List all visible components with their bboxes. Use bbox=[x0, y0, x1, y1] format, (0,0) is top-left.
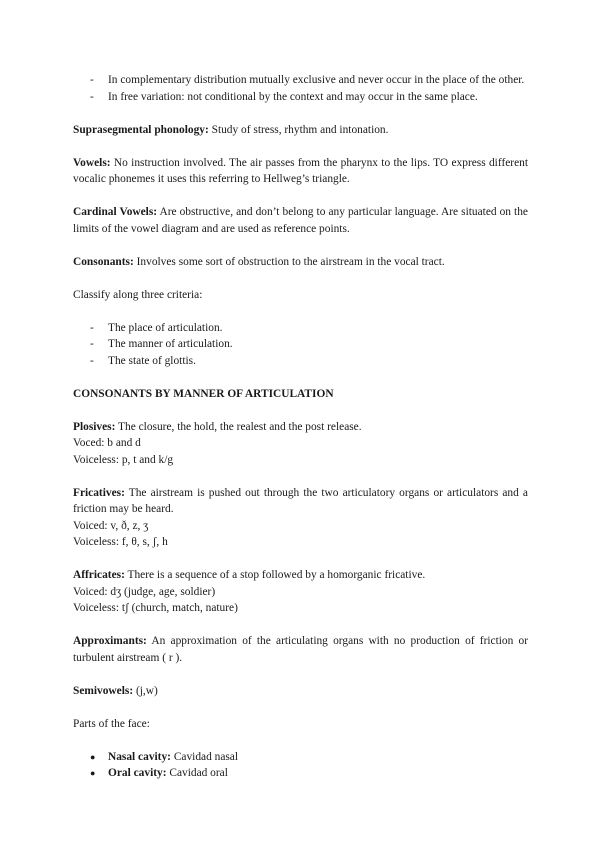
list-item-text: Oral cavity: Cavidad oral bbox=[108, 767, 228, 779]
affricates-voiced: Voiced: dʒ (judge, age, soldier) bbox=[73, 585, 216, 598]
document-page bbox=[73, 72, 528, 782]
list-item-text: The manner of articulation. bbox=[108, 338, 233, 350]
list-item bbox=[73, 320, 528, 337]
approximants-definition: Approximants: An approximation of the articulating organs with no production of friction or turbulent airstream ( r ). bbox=[73, 635, 528, 664]
list-item bbox=[73, 89, 528, 106]
list-item-text: In free variation: not conditional by the context and may occur in the same place. bbox=[108, 90, 478, 103]
list-item-text: The place of articulation. bbox=[108, 321, 223, 334]
plosives-definition: Plosives: The closure, the hold, the realest and the post release. bbox=[73, 420, 362, 433]
bullet-marker: ● bbox=[90, 751, 96, 762]
list-item bbox=[73, 765, 528, 782]
vowels-definition: Vowels: No instruction involved. The air passes from the pharynx to the lips. TO express different vocalic phonemes it uses this referring to Hellweg’s triangle. bbox=[73, 156, 528, 185]
consonants-definition: Consonants: Involves some sort of obstruction to the airstream in the vocal tract. bbox=[73, 255, 445, 268]
cardinal-vowels-definition: Cardinal Vowels: Are obstructive, and don’t belong to any particular language. Are situated on the limits of the vowel diagram and are used as reference points. bbox=[73, 206, 528, 235]
list-item bbox=[73, 336, 528, 353]
dash-marker: - bbox=[90, 321, 94, 334]
fricatives-definition: Fricatives: The airstream is pushed out through the two articulatory organs or articulators and a friction may be heard. bbox=[73, 486, 528, 515]
list-item bbox=[73, 353, 528, 370]
dash-marker: - bbox=[90, 354, 94, 367]
dash-marker: - bbox=[90, 338, 94, 350]
list-item-text: Nasal cavity: Cavidad nasal bbox=[108, 750, 239, 763]
dash-marker: - bbox=[90, 90, 94, 103]
fricatives-voiced: Voiced: v, ð, z, ʒ bbox=[73, 519, 149, 532]
face-intro: Parts of the face: bbox=[73, 717, 150, 730]
dash-marker: - bbox=[90, 74, 94, 86]
plosives-voiced: Voced: b and d bbox=[73, 437, 141, 449]
list-item-text: In complementary distribution mutually exclusive and never occur in the place of the other. bbox=[108, 74, 525, 86]
bullet-marker: ● bbox=[90, 768, 96, 778]
affricates-voiceless: Voiceless: tʃ (church, match, nature) bbox=[73, 602, 238, 614]
list-item-text: The state of glottis. bbox=[108, 354, 196, 367]
semivowels-definition: Semivowels: (j,w) bbox=[73, 684, 158, 697]
list-item bbox=[73, 72, 528, 89]
classify-intro: Classify along three criteria: bbox=[73, 288, 203, 301]
affricates-definition: Affricates: There is a sequence of a stop followed by a homorganic fricative. bbox=[73, 569, 426, 581]
section-heading: CONSONANTS BY MANNER OF ARTICULATION bbox=[73, 387, 334, 400]
suprasegmental-definition: Suprasegmental phonology: Study of stress, rhythm and intonation. bbox=[73, 123, 389, 136]
plosives-voiceless: Voiceless: p, t and k/g bbox=[73, 453, 174, 466]
fricatives-voiceless: Voiceless: f, θ, s, ʃ, h bbox=[73, 536, 168, 548]
list-item bbox=[73, 749, 528, 766]
